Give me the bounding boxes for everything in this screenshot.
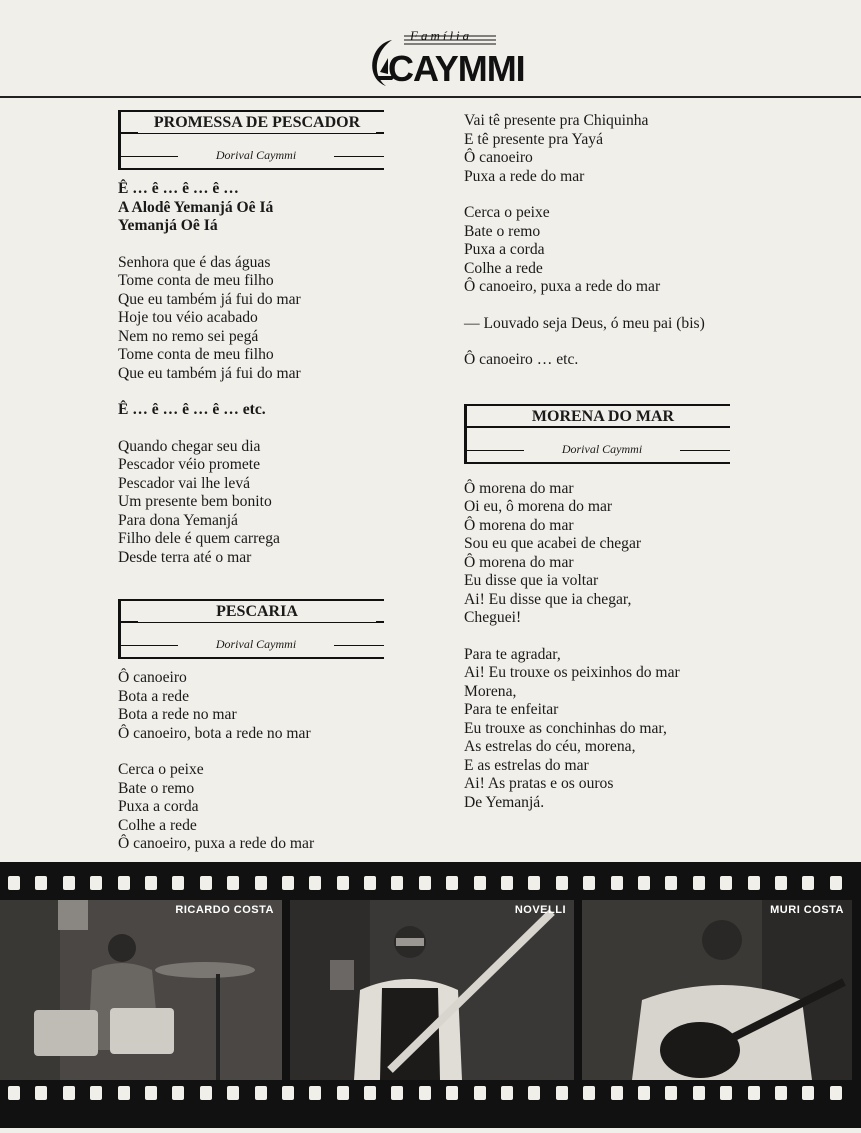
lyric-stanza <box>464 204 764 297</box>
sprocket-hole <box>720 876 732 890</box>
bassist-photo <box>290 900 574 1080</box>
lyric-line: Tome conta de meu filho <box>118 346 274 363</box>
lyric-line: Bota a rede no mar <box>118 706 237 723</box>
lyric-stanza <box>118 761 418 854</box>
lyrics-promessa <box>118 180 418 567</box>
guitarist-photo <box>582 900 852 1080</box>
lyric-line: Para te agradar, <box>464 645 561 663</box>
lyric-stanza <box>464 351 764 370</box>
lyric-stanza <box>118 401 418 420</box>
lyric-line: Cerca o peixe <box>118 761 204 778</box>
lyric-line: A Alodê Yemanjá Oê Iá <box>118 198 274 216</box>
sprocket-hole <box>145 876 157 890</box>
lyric-line: Ô canoeiro <box>464 149 533 166</box>
lyric-line: Cerca o peixe <box>464 204 550 221</box>
sprocket-hole <box>720 1086 732 1100</box>
lyric-line: Para te enfeitar <box>464 701 559 718</box>
photo-label: MURI COSTA <box>770 904 844 916</box>
drummer-photo <box>0 900 282 1080</box>
lyric-line: Yemanjá Oê Iá <box>118 217 218 234</box>
sprocket-hole <box>802 876 814 890</box>
sprocket-hole <box>391 876 403 890</box>
right-column <box>464 112 764 830</box>
sprocket-hole <box>63 1086 75 1100</box>
sprocket-hole <box>8 1086 20 1100</box>
sprocket-hole <box>8 876 20 890</box>
sprocket-hole <box>775 1086 787 1100</box>
lyrics-morena <box>464 480 764 813</box>
lyric-line: Ai! Eu disse que ia chegar, <box>464 590 632 608</box>
sprocket-hole <box>255 1086 267 1100</box>
sprocket-hole <box>255 876 267 890</box>
lyric-line: Tome conta de meu filho <box>118 272 274 289</box>
lyric-line: Oi eu, ô morena do mar <box>464 498 613 515</box>
sprocket-hole <box>35 876 47 890</box>
lyric-line: Ô canoeiro, puxa a rede do mar <box>464 278 661 295</box>
sprocket-hole <box>775 876 787 890</box>
sprocket-hole <box>200 876 212 890</box>
lyric-line: Ô canoeiro, bota a rede no mar <box>118 724 311 742</box>
lyric-line: — Louvado seja Deus, ó meu pai (bis) <box>464 314 705 332</box>
lyric-line: Ai! As pratas e os ouros <box>464 775 614 792</box>
sprocket-hole <box>528 1086 540 1100</box>
sprocket-hole <box>337 876 349 890</box>
header-divider <box>0 96 861 98</box>
sprocket-hole <box>693 876 705 890</box>
sprocket-hole <box>474 876 486 890</box>
lyric-line: Cheguei! <box>464 609 522 626</box>
sprocket-hole <box>118 1086 130 1100</box>
left-column <box>118 110 418 872</box>
photo-label: NOVELLI <box>514 904 566 916</box>
sprocket-hole <box>419 1086 431 1100</box>
photo-label: RICARDO COSTA <box>175 904 274 916</box>
lyrics-pescaria-continued <box>464 112 764 370</box>
sprocket-hole <box>748 1086 760 1100</box>
sprocket-hole <box>309 1086 321 1100</box>
lyric-line: Ê … ê … ê … ê … <box>118 180 239 197</box>
sprocket-hole <box>556 1086 568 1100</box>
caymmi-logo <box>352 22 525 94</box>
lyric-line: Que eu também já fui do mar <box>118 290 301 308</box>
logo-small-text: Família <box>410 28 473 43</box>
lyric-stanza <box>464 315 764 334</box>
lyric-stanza <box>118 669 418 743</box>
lyric-line: Que eu também já fui do mar <box>118 364 301 382</box>
lyric-line: Ô canoeiro, puxa a rede do mar <box>118 835 315 852</box>
lyric-line: Bate o remo <box>118 779 195 797</box>
song-author: Dorival Caymmi <box>524 440 680 459</box>
sprocket-hole <box>309 876 321 890</box>
lyric-line: Bate o remo <box>464 222 541 240</box>
song-title-box-morena <box>464 404 730 464</box>
sprocket-hole <box>665 1086 677 1100</box>
sprocket-hole <box>748 876 760 890</box>
sprocket-hole <box>90 876 102 890</box>
sprocket-hole <box>227 876 239 890</box>
lyric-line: Pescador véio promete <box>118 456 261 473</box>
sprocket-hole <box>528 876 540 890</box>
lyric-line: Senhora que é das águas <box>118 253 271 271</box>
sprocket-hole <box>446 876 458 890</box>
lyrics-pescaria <box>118 669 418 854</box>
lyric-line: Ô morena do mar <box>464 516 574 534</box>
sprocket-holes-top <box>8 876 842 890</box>
sprocket-hole <box>227 1086 239 1100</box>
lyric-line: Nem no remo sei pegá <box>118 327 259 345</box>
photo-guitarist <box>582 900 852 1080</box>
lyric-line: Um presente bem bonito <box>118 493 272 510</box>
lyric-line: E as estrelas do mar <box>464 756 589 774</box>
sprocket-hole <box>638 1086 650 1100</box>
sprocket-hole <box>90 1086 102 1100</box>
lyric-line: Para dona Yemanjá <box>118 511 238 529</box>
lyric-line: Ai! Eu trouxe os peixinhos do mar <box>464 664 680 681</box>
sprocket-hole <box>556 876 568 890</box>
lyric-stanza <box>118 180 418 236</box>
sprocket-hole <box>830 1086 842 1100</box>
lyric-line: Puxa a corda <box>464 241 545 258</box>
lyric-line: Pescador vai lhe levá <box>118 474 251 492</box>
lyric-line: Eu trouxe as conchinhas do mar, <box>464 719 667 737</box>
sprocket-hole <box>172 876 184 890</box>
logo-big-text: CAYMMI <box>388 48 525 89</box>
sprocket-holes-bottom <box>8 1086 842 1100</box>
sprocket-hole <box>145 1086 157 1100</box>
sprocket-hole <box>282 876 294 890</box>
lyric-line: Filho dele é quem carrega <box>118 530 280 547</box>
sprocket-hole <box>118 876 130 890</box>
sprocket-hole <box>693 1086 705 1100</box>
lyric-line: Colhe a rede <box>464 259 543 277</box>
song-title: MORENA DO MAR <box>484 408 722 427</box>
sprocket-hole <box>364 876 376 890</box>
lyric-line: Eu disse que ia voltar <box>464 572 599 589</box>
sprocket-hole <box>638 876 650 890</box>
lyric-line: Puxa a corda <box>118 798 199 815</box>
lyric-line: As estrelas do céu, morena, <box>464 738 636 755</box>
sprocket-hole <box>364 1086 376 1100</box>
lyric-stanza <box>464 480 764 628</box>
lyric-line: De Yemanjá. <box>464 793 545 811</box>
lyric-line: Puxa a rede do mar <box>464 167 585 185</box>
lyric-line: Ô canoeiro <box>118 669 187 686</box>
lyric-line: Hoje tou véio acabado <box>118 309 258 326</box>
photo-drummer <box>0 900 282 1080</box>
sprocket-hole <box>63 876 75 890</box>
song-title: PROMESSA DE PESCADOR <box>138 114 376 133</box>
sprocket-hole <box>391 1086 403 1100</box>
sprocket-hole <box>35 1086 47 1100</box>
sprocket-hole <box>665 876 677 890</box>
sprocket-hole <box>282 1086 294 1100</box>
lyric-line: Ô morena do mar <box>464 553 574 571</box>
photo-bassist <box>290 900 574 1080</box>
lyric-stanza <box>464 112 764 186</box>
sprocket-hole <box>172 1086 184 1100</box>
sprocket-hole <box>501 876 513 890</box>
sprocket-hole <box>200 1086 212 1100</box>
lyric-line: E tê presente pra Yayá <box>464 130 603 148</box>
song-title-box-pescaria <box>118 599 384 659</box>
lyric-line: Colhe a rede <box>118 816 197 834</box>
sprocket-hole <box>830 876 842 890</box>
lyric-line: Ô canoeiro … etc. <box>464 351 579 368</box>
lyric-stanza <box>118 438 418 568</box>
sprocket-hole <box>501 1086 513 1100</box>
sprocket-hole <box>419 876 431 890</box>
sprocket-hole <box>802 1086 814 1100</box>
lyric-stanza <box>464 646 764 813</box>
lyric-stanza <box>118 254 418 384</box>
sprocket-hole <box>611 1086 623 1100</box>
sprocket-hole <box>446 1086 458 1100</box>
lyric-line: Morena, <box>464 682 517 700</box>
lyric-line: Ô morena do mar <box>464 479 574 497</box>
song-author: Dorival Caymmi <box>178 146 334 165</box>
filmstrip <box>0 862 861 1128</box>
sprocket-hole <box>583 876 595 890</box>
lyric-line: Quando chegar seu dia <box>118 437 261 455</box>
sprocket-hole <box>583 1086 595 1100</box>
lyric-line: Desde terra até o mar <box>118 548 252 566</box>
song-author: Dorival Caymmi <box>178 635 334 654</box>
lyric-line: Bota a rede <box>118 687 190 705</box>
song-title: PESCARIA <box>138 603 376 622</box>
lyric-line: Ê … ê … ê … ê … etc. <box>118 401 266 418</box>
sprocket-hole <box>474 1086 486 1100</box>
sprocket-hole <box>611 876 623 890</box>
song-title-box-promessa <box>118 110 384 170</box>
sprocket-hole <box>337 1086 349 1100</box>
lyric-line: Vai tê presente pra Chiquinha <box>464 112 649 129</box>
lyric-line: Sou eu que acabei de chegar <box>464 535 642 552</box>
